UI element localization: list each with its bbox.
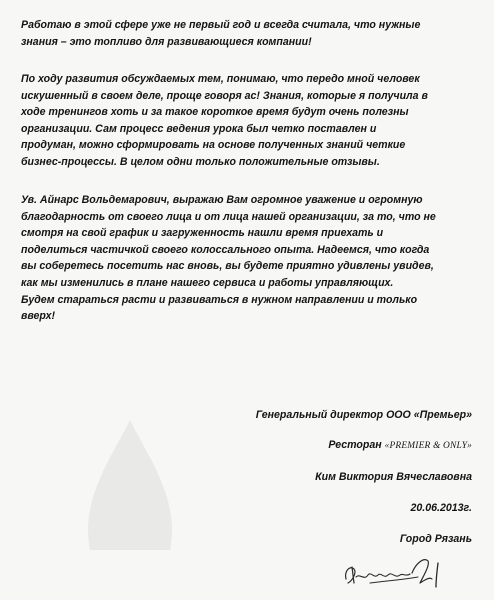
restaurant-line <box>328 437 472 455</box>
signatory-name: Ким Виктория Вячеславовна <box>315 471 472 483</box>
handwritten-signature <box>340 553 450 593</box>
restaurant-name: «PREMIER & ONLY» <box>384 441 472 451</box>
paragraph-intro: Работаю в этой сфере уже не первый год и всегда считала, что нужные знания – это топливо для развивающиеся компании! <box>21 19 421 48</box>
paragraph-gratitude: Ув. Айнарс Вольдемарович, выражаю Вам огромное уважение и огромную благодарность от своего лица и от лица нашей организации, за то, что не смотря на свой график и загруженность нашли время приехать и поделиться частичкой своего колоссального опыта. Надеемся, что когда вы соберетесь посетить нас вновь, вы будете приятно удивлены увидев, как мы изменились в плане нашего сервиса и работы управляющих. Будем стараться расти и развиваться в нужном направлении и только вверх! <box>21 194 436 323</box>
watermark-graphic <box>70 400 190 560</box>
paragraph-feedback: По ходу развития обсуждаемых тем, понимаю, что передо мной человек искушенный в своем деле, проще говоря ас! Знания, которые я получила в ходе тренингов хоть и за такое короткое время будут очень полезны организации. Сам процесс ведения урока был четко поставлен и продуман, можно сформировать на основе полученных знаний четкие бизнес-процессы. В целом одни только положительные отзывы. <box>21 73 428 168</box>
signatory-position: Генеральный директор ООО «Премьер» <box>255 409 472 421</box>
letter-date: 20.06.2013г. <box>410 502 472 514</box>
restaurant-prefix: Ресторан <box>328 439 385 451</box>
letter-city: Город Рязань <box>399 533 472 545</box>
